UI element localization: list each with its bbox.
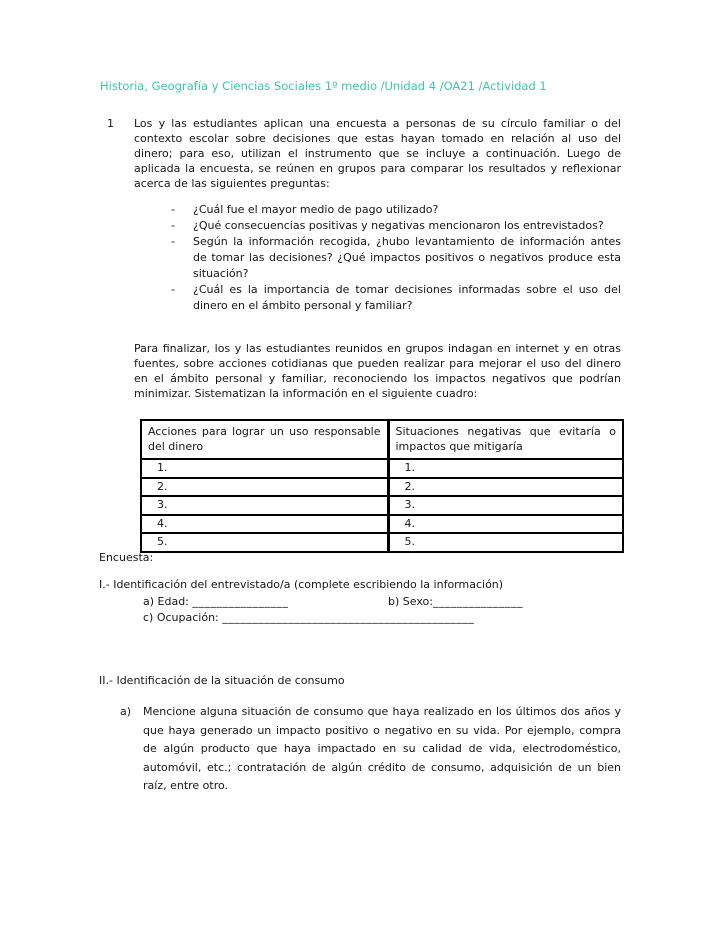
list-item: [171, 202, 621, 218]
table-cell: 2.: [141, 478, 388, 497]
ocupacion-blank-line: __________________________________________: [222, 611, 475, 624]
table-cell: 2.: [388, 478, 623, 497]
list-item: [171, 218, 621, 234]
activity-number: 1: [107, 117, 114, 130]
table-row: [141, 515, 623, 534]
item-a-text: Mencione alguna situación de consumo que haya realizado en los últimos dos años y que haya generado un impacto positivo o negativo en su vida. Por ejemplo, compra de algún producto que haya impactado en su calidad de vida, electrodoméstico, automóvil, etc.; contratación de algún crédito de consumo, adquisición de un bien raíz, entre otro.: [143, 705, 621, 792]
table-cell: 5.: [141, 533, 388, 552]
sexo-label: b) Sexo:: [388, 595, 433, 608]
list-item: [171, 282, 621, 314]
table-cell: 1.: [141, 459, 388, 478]
table-row: [141, 459, 623, 478]
table-row: [141, 478, 623, 497]
table-cell: 3.: [141, 496, 388, 515]
edad-field: [143, 595, 288, 608]
table-row: [141, 496, 623, 515]
sexo-field: [388, 595, 523, 608]
table-header-situations: Situaciones negativas que evitaría o impactos que mitigaría: [388, 420, 623, 459]
table-cell: 4.: [388, 515, 623, 534]
dash-bullet-icon: -: [171, 235, 175, 248]
survey-fields-row: [143, 595, 621, 611]
table-header-row: [141, 420, 623, 459]
question-text: ¿Cuál fue el mayor medio de pago utilizado?: [193, 203, 439, 216]
dash-bullet-icon: -: [171, 203, 175, 216]
activity-intro-paragraph: Los y las estudiantes aplican una encuesta a personas de su círculo familiar o del contexto escolar sobre decisiones que estas hayan tomado en relación al uso del dinero; para eso, utilizan el instrumento que se incluye a continuación. Luego de aplicada la encuesta, se reúnen en grupos para comparar los resultados y reflexionar acerca de las siguientes preguntas:: [134, 117, 621, 190]
sexo-blank-line: _______________: [432, 595, 523, 608]
table-cell: 5.: [388, 533, 623, 552]
table-cell: 1.: [388, 459, 623, 478]
edad-blank-line: ________________: [192, 595, 289, 608]
survey-label: Encuesta:: [99, 551, 154, 564]
edad-label: a) Edad:: [143, 595, 193, 608]
item-a-marker: a): [120, 705, 132, 718]
table-row: [141, 533, 623, 552]
page-title: Historia, Geografía y Ciencias Sociales 1º medio /Unidad 4 /OA21 /Actividad 1: [100, 79, 547, 93]
survey-section-1-heading: I.- Identificación del entrevistado/a (complete escribiendo la información): [99, 578, 504, 591]
question-text: ¿Qué consecuencias positivas y negativas mencionaron los entrevistados?: [193, 219, 604, 232]
question-text: Según la información recogida, ¿hubo levantamiento de información antes de tomar las decisiones? ¿Qué impactos positivos o negativos produce esta situación?: [193, 235, 621, 280]
dash-bullet-icon: -: [171, 283, 175, 296]
question-list: [171, 202, 621, 314]
activity-instruction: [107, 116, 621, 191]
ocupacion-field: [143, 611, 474, 624]
survey-item-a: [120, 703, 621, 796]
table-cell: 3.: [388, 496, 623, 515]
list-item: [171, 234, 621, 282]
ocupacion-label: c) Ocupación:: [143, 611, 223, 624]
question-text: ¿Cuál es la importancia de tomar decisiones informadas sobre el uso del dinero en el ámbito personal y familiar?: [193, 283, 621, 312]
actions-table: [140, 419, 624, 553]
closing-paragraph: Para finalizar, los y las estudiantes reunidos en grupos indagan en internet y en otras fuentes, sobre acciones cotidianas que pueden realizar para mejorar el uso del dinero en el ámbito personal y familiar, reconociendo los impactos negativos que podrían minimizar. Sistematizan la información en el siguiente cuadro:: [134, 342, 621, 400]
table-header-actions: Acciones para lograr un uso responsable del dinero: [141, 420, 388, 459]
dash-bullet-icon: -: [171, 219, 175, 232]
table-cell: 4.: [141, 515, 388, 534]
survey-section-2-heading: II.- Identificación de la situación de consumo: [99, 674, 345, 687]
